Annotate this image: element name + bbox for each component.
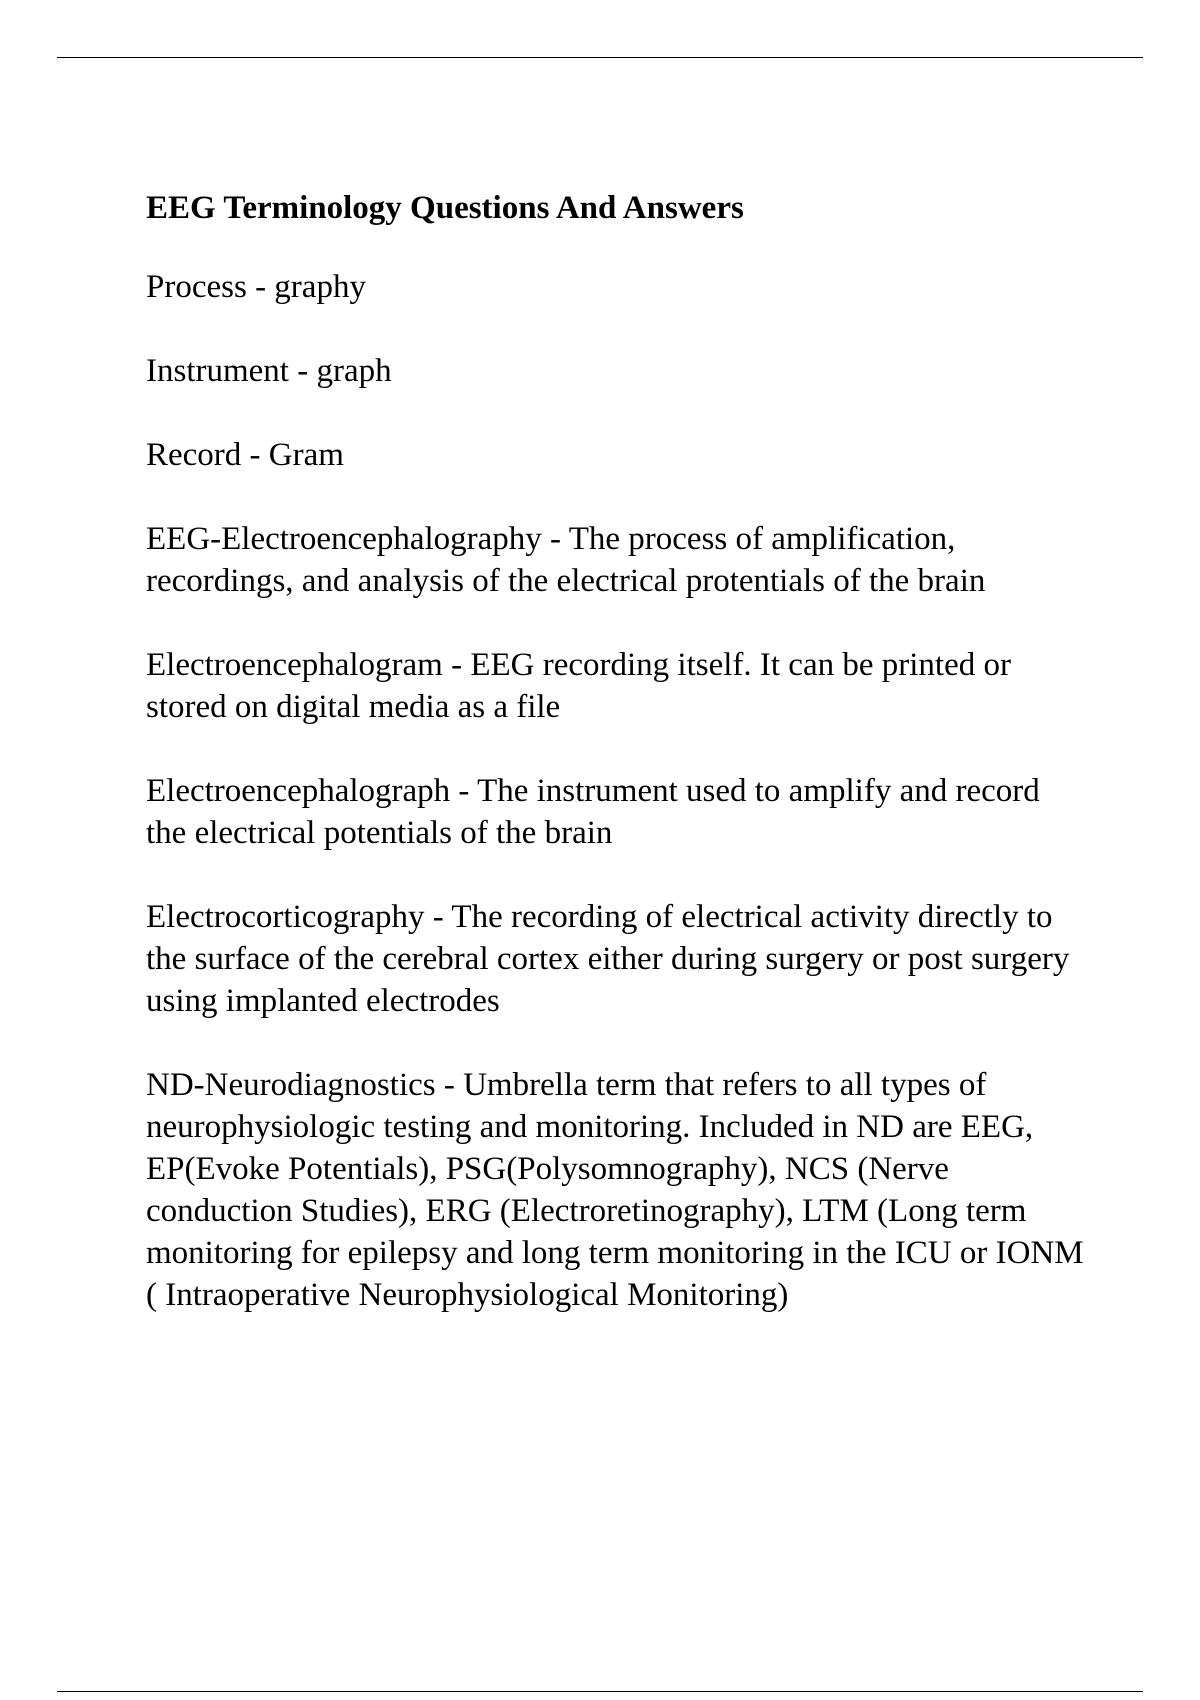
bottom-divider bbox=[57, 1691, 1143, 1692]
entry-instrument: Instrument - graph bbox=[146, 353, 392, 389]
entry-record: Record - Gram bbox=[146, 437, 344, 473]
document-title: EEG Terminology Questions And Answers bbox=[146, 190, 744, 226]
entry-nd-neurodiagnostics: ND-Neurodiagnostics - Umbrella term that refers to all types of neurophysiologic testing and monitoring. Included in ND are EEG, EP(Evoke Potentials), PSG(Polysomnography), NCS (Nerve conduction Studies), ERG (Electroretinography), LTM (Long term monitoring for epilepsy and long term monitoring in the ICU or IONM ( Intraoperative Neurophysiological Monitoring) bbox=[146, 1067, 1084, 1313]
entry-electrocorticography: Electrocorticography - The recording of electrical activity directly to the surface of the cerebral cortex either during surgery or post surgery using implanted electrodes bbox=[146, 899, 1070, 1019]
entry-eeg-electroencephalography: EEG-Electroencephalography - The process of amplification, recordings, and analysis of the electrical protentials of the brain bbox=[146, 521, 986, 599]
entry-electroencephalogram: Electroencephalogram - EEG recording itself. It can be printed or stored on digital media as a file bbox=[146, 647, 1011, 725]
entry-electroencephalograph: Electroencephalograph - The instrument used to amplify and record the electrical potentials of the brain bbox=[146, 773, 1040, 851]
top-divider bbox=[57, 57, 1143, 58]
entry-process: Process - graphy bbox=[146, 269, 366, 305]
document-body bbox=[146, 186, 1086, 1358]
